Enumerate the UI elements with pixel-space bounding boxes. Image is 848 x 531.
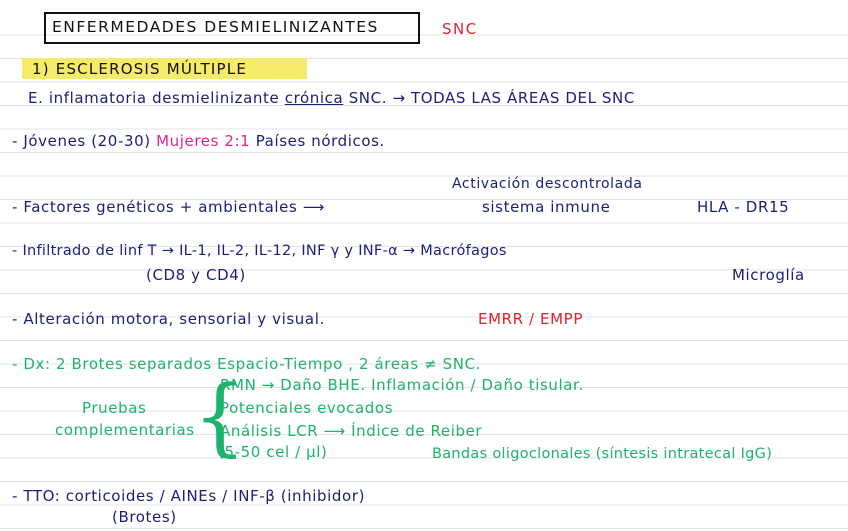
- factors-immune: sistema inmune: [482, 198, 611, 216]
- test-bands: Bandas oligoclonales (síntesis intratecal IgG): [432, 446, 773, 462]
- test-lcr: Análisis LCR ⟶ Índice de Reiber: [220, 422, 483, 440]
- treatment-note: (Brotes): [112, 508, 177, 526]
- test-potentials: Potenciales evocados: [220, 399, 394, 417]
- definition-part-a: E. inflamatoria desmielinizante: [28, 89, 280, 107]
- page-title: ENFERMEDADES DESMIELINIZANTES: [52, 18, 379, 36]
- test-cells: (5-50 cel / µl): [218, 443, 328, 461]
- alteration-line: - Alteración motora, sensorial y visual.: [12, 310, 325, 328]
- factors-hla: HLA - DR15: [697, 198, 790, 216]
- treatment-line: - TTO: corticoides / AINEs / INF-β (inhibidor): [12, 487, 366, 505]
- test-rmn: RMN → Daño BHE. Inflamación / Daño tisular.: [220, 376, 584, 394]
- infiltrate-microglia: Microglía: [732, 266, 805, 284]
- title-tag: SNC: [442, 20, 478, 38]
- infiltrate-line: - Infiltrado de linf T → IL-1, IL-2, IL-12, INF γ y INF-α → Macrófagos: [12, 243, 507, 259]
- factors-note: Activación descontrolada: [452, 176, 643, 192]
- diagnosis-line: - Dx: 2 Brotes separados Espacio-Tiempo , 2 áreas ≠ SNC.: [12, 355, 482, 373]
- section-heading: 1) ESCLEROSIS MÚLTIPLE: [32, 60, 248, 78]
- epidemiology-sex: Mujeres 2:1: [156, 132, 251, 150]
- tests-label-2: complementarias: [55, 421, 195, 439]
- tests-label-1: Pruebas: [82, 399, 147, 417]
- epidemiology-region: Países nórdicos.: [255, 132, 385, 150]
- brace-icon: {: [193, 367, 247, 465]
- infiltrate-cells: (CD8 y CD4): [146, 266, 246, 284]
- definition-part-b: crónica: [284, 89, 344, 107]
- epidemiology-age: - Jóvenes (20-30): [12, 132, 151, 150]
- definition-part-c: SNC. → TODAS LAS ÁREAS DEL SNC: [348, 89, 635, 107]
- definition-line: [28, 89, 635, 107]
- epidemiology-line: [12, 132, 385, 150]
- alteration-types: EMRR / EMPP: [478, 310, 583, 328]
- factors-line: - Factores genéticos + ambientales ⟶: [12, 198, 325, 216]
